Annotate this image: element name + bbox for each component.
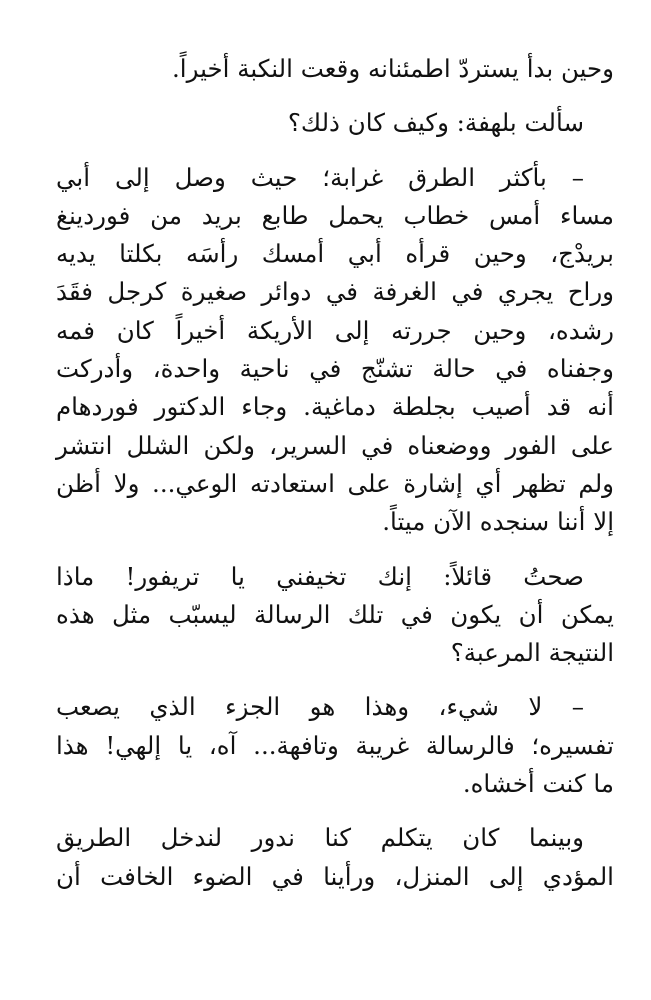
book-page [56, 50, 614, 990]
text-line: ما كنت أخشاه. [462, 769, 614, 799]
paragraph-6 [56, 819, 614, 896]
paragraph-2 [56, 104, 614, 142]
text-line: رشده، وحين جررته إلى الأريكة أخيراً كان فمه [56, 315, 614, 345]
text-line: تفسيره؛ فالرسالة غريبة وتافهة... آه، يا إلهي! هذا [56, 730, 614, 760]
text-line: إلا أننا سنجده الآن ميتاً. [382, 507, 614, 537]
text-line: – بأكثر الطرق غرابة؛ حيث وصل إلى أبي [56, 162, 584, 192]
text-line: ولم تظهر أي إشارة على استعادته الوعي... ولا أظن [56, 468, 614, 498]
text-line: أنه قد أصيب بجلطة دماغية. وجاء الدكتور فوردهام [56, 392, 614, 422]
text-line: مساء أمس خطاب يحمل طابع بريد من فوردينغ [56, 200, 614, 230]
paragraph-4 [56, 558, 614, 673]
text-line: المؤدي إلى المنزل، ورأينا في الضوء الخافت أن [56, 861, 614, 891]
text-line: وبينما كان يتكلم كنا ندور لندخل الطريق [56, 823, 584, 853]
text-line: بريدْج، وحين قرأه أبي أمسك رأسَه بكلتا يديه [56, 239, 614, 269]
text-line: – لا شيء، وهذا هو الجزء الذي يصعب [56, 692, 584, 722]
text-line: سألت بلهفة: وكيف كان ذلك؟ [287, 108, 584, 138]
text-line: وجفناه في حالة تشنّج في ناحية واحدة، وأدركت [56, 354, 614, 384]
paragraph-1 [56, 50, 614, 88]
text-line: النتيجة المرعبة؟ [450, 638, 614, 668]
text-line: يمكن أن يكون في تلك الرسالة ليسبّب مثل هذه [56, 599, 614, 629]
paragraph-5 [56, 688, 614, 803]
text-line: على الفور ووضعناه في السرير، ولكن الشلل انتشر [56, 430, 614, 460]
text-line: وراح يجري في الغرفة في دوائر صغيرة كرجل فقَدَ [56, 277, 614, 307]
paragraph-3 [56, 159, 614, 542]
text-line: صحتُ قائلاً: إنك تخيفني يا تريفور! ماذا [56, 561, 584, 591]
text-line: وحين بدأ يستردّ اطمئنانه وقعت النكبة أخيراً. [171, 54, 614, 83]
